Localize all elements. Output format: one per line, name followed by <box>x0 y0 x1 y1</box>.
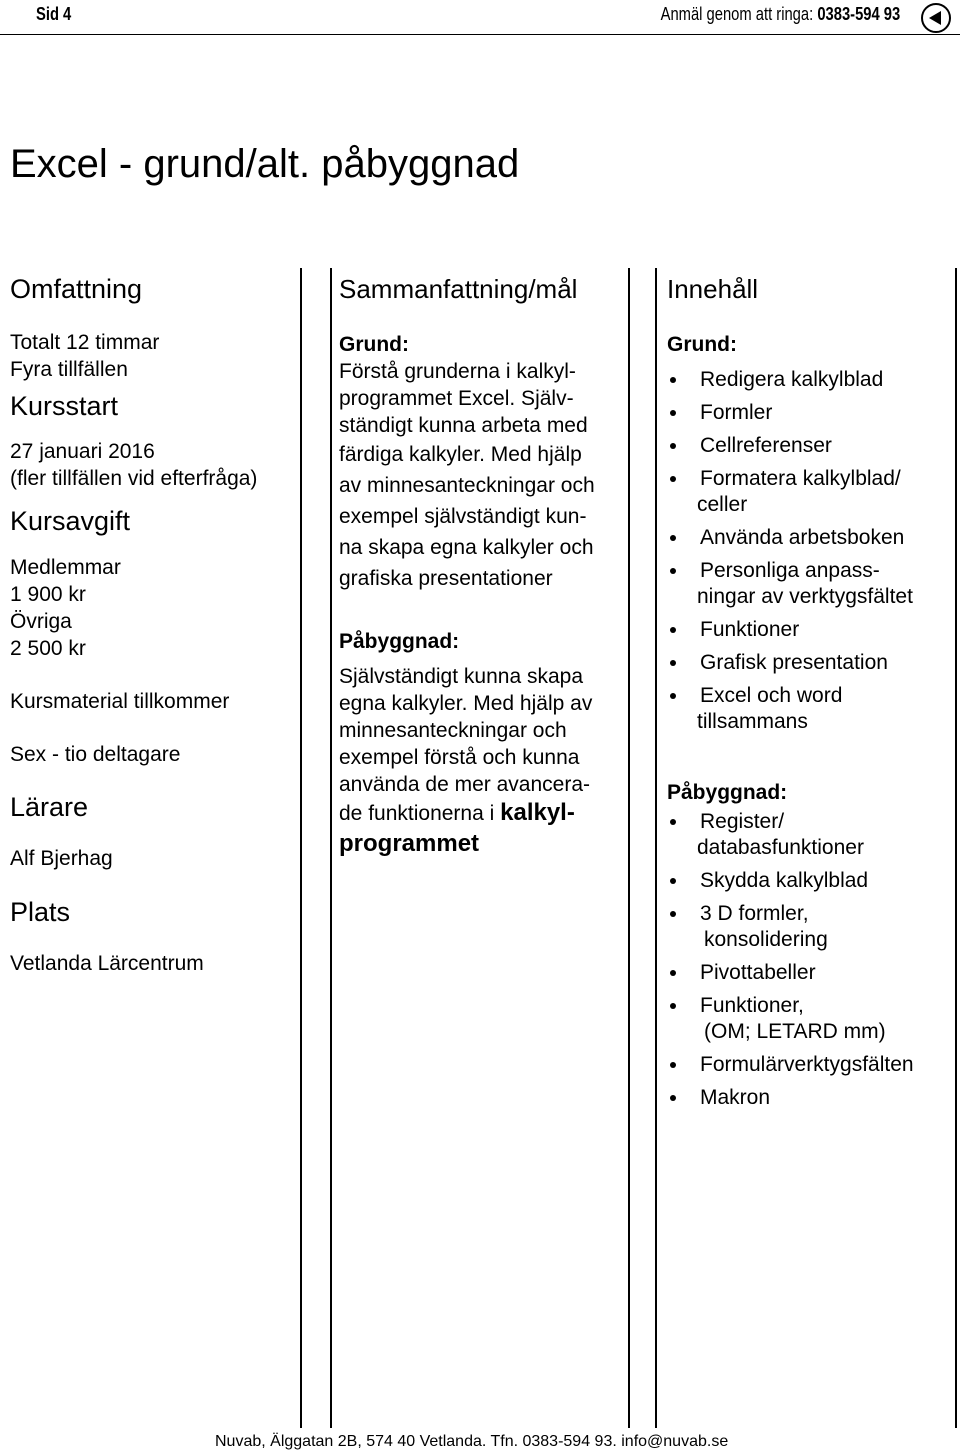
list-item <box>667 1085 957 1111</box>
grund-line: exempel självständigt kun- <box>339 505 587 528</box>
list-item-label-continued: databasfunktioner <box>697 836 864 859</box>
list-item <box>667 433 957 459</box>
list-item <box>667 466 957 518</box>
bullet-icon <box>670 1003 676 1009</box>
bullet-icon <box>670 377 676 383</box>
innehall-heading: Innehåll <box>667 274 759 304</box>
grund-list <box>667 367 957 735</box>
location-text: Vetlanda Lärcentrum <box>10 952 204 975</box>
teacher-name: Alf Bjerhag <box>10 847 113 870</box>
pabyggnad-list <box>667 809 957 1111</box>
list-item-label-continued: tillsammans <box>697 710 808 733</box>
grund-label: Grund: <box>339 333 409 356</box>
phone-info <box>660 4 900 25</box>
bullet-icon <box>670 819 676 825</box>
grund-line: av minnesanteckningar och <box>339 474 595 497</box>
list-item <box>667 1052 957 1078</box>
list-item-label: Funktioner <box>700 618 800 641</box>
list-item-label-continued: celler <box>697 493 748 516</box>
grund-line: programmet Excel. Själv- <box>339 387 574 410</box>
column-divider <box>330 268 332 1428</box>
list-item <box>667 993 957 1045</box>
others-price: 2 500 kr <box>10 637 86 660</box>
list-item <box>667 400 957 426</box>
pabyggnad-label: Påbyggnad: <box>667 781 788 804</box>
column-divider <box>300 268 302 1428</box>
header-divider <box>0 34 960 35</box>
list-item-label: Grafisk presentation <box>700 651 888 674</box>
bullet-icon <box>670 535 676 541</box>
list-item <box>667 809 957 861</box>
list-item-label: Redigera kalkylblad <box>700 368 884 391</box>
list-item-label: 3 D formler, <box>700 902 809 925</box>
members-label: Medlemmar <box>10 556 121 579</box>
list-item-label-continued: ningar av verktygsfältet <box>697 585 913 608</box>
grund-line: färdiga kalkyler. Med hjälp <box>339 443 582 466</box>
page-header <box>0 0 960 34</box>
column-divider <box>655 268 657 1428</box>
bullet-icon <box>670 660 676 666</box>
material-text: Kursmaterial tillkommer <box>10 690 230 713</box>
bullet-icon <box>670 627 676 633</box>
bullet-icon <box>670 476 676 482</box>
list-item <box>667 650 957 676</box>
bullet-icon <box>670 568 676 574</box>
list-item <box>667 367 957 393</box>
list-item-label: Makron <box>700 1086 771 1109</box>
list-item-label: Personliga anpass- <box>700 559 880 582</box>
others-label: Övriga <box>10 610 72 633</box>
start-date: 27 januari 2016 <box>10 440 155 463</box>
list-item-label: Formler <box>700 401 773 424</box>
pabyggnad-line: exempel förstå och kunna <box>339 746 580 769</box>
bullet-icon <box>670 443 676 449</box>
phone-text: Anmäl genom att ringa: <box>660 4 813 24</box>
omfattning-column <box>10 268 290 977</box>
larare-heading: Lärare <box>10 792 89 822</box>
sammanfattning-column <box>339 268 639 859</box>
page-number: Sid 4 <box>36 4 72 24</box>
list-item-label: Skydda kalkylblad <box>700 869 869 892</box>
grund-line: Förstå grunderna i kalkyl- <box>339 360 576 383</box>
grund-line: ständigt kunna arbeta med <box>339 414 588 437</box>
grund-line: grafiska presentationer <box>339 567 553 590</box>
last-line-bold: kalkyl- <box>500 799 575 826</box>
bullet-icon <box>670 911 676 917</box>
list-item <box>667 901 957 953</box>
pabyggnad-line: Självständigt kunna skapa <box>339 665 583 688</box>
bullet-icon <box>670 970 676 976</box>
pabyggnad-line: minnesanteckningar och <box>339 719 567 742</box>
list-item-label: Pivottabeller <box>700 961 816 984</box>
kursavgift-heading: Kursavgift <box>10 506 131 536</box>
list-item-label: Register/ <box>700 810 785 833</box>
pabyggnad-last-line <box>339 798 639 829</box>
bullet-icon <box>670 1095 676 1101</box>
pabyggnad-line: använda de mer avancera- <box>339 773 590 796</box>
grund-line: na skapa egna kalkyler och <box>339 536 594 559</box>
list-item <box>667 683 957 735</box>
bullet-icon <box>670 878 676 884</box>
page-title: Excel - grund/alt. påbyggnad <box>10 142 520 186</box>
list-item-label-continued: (OM; LETARD mm) <box>704 1020 886 1043</box>
list-item-label: Excel och word <box>700 684 843 707</box>
footer-address: Nuvab, Älggatan 2B, 574 40 Vetlanda. Tfn. 0383-594 93. info@nuvab.se <box>215 1433 729 1450</box>
list-item <box>667 960 957 986</box>
list-item-label: Formulärverktygsfälten <box>700 1053 914 1076</box>
list-item-label: Funktioner, <box>700 994 804 1017</box>
pabyggnad-label: Påbyggnad: <box>339 630 460 653</box>
plats-heading: Plats <box>10 897 71 927</box>
sessions-text: Fyra tillfällen <box>10 358 128 381</box>
omfattning-heading: Omfattning <box>10 274 143 304</box>
list-item-label: Formatera kalkylblad/ <box>700 467 901 490</box>
kursstart-heading: Kursstart <box>10 391 119 421</box>
members-price: 1 900 kr <box>10 583 86 606</box>
innehall-column <box>667 268 957 1118</box>
list-item <box>667 525 957 551</box>
last-line-bold: programmet <box>339 830 480 857</box>
list-item-label: Använda arbetsboken <box>700 526 905 549</box>
bullet-icon <box>670 410 676 416</box>
bullet-icon <box>670 1062 676 1068</box>
pabyggnad-line: egna kalkyler. Med hjälp av <box>339 692 593 715</box>
list-item-label-continued: konsolidering <box>704 928 828 951</box>
back-arrow-icon[interactable] <box>921 3 951 33</box>
list-item <box>667 617 957 643</box>
sammanfattning-heading: Sammanfattning/mål <box>339 274 578 304</box>
bullet-icon <box>670 693 676 699</box>
list-item <box>667 558 957 610</box>
list-item-label: Cellreferenser <box>700 434 832 457</box>
hours-text: Totalt 12 timmar <box>10 331 160 354</box>
grund-label: Grund: <box>667 333 737 356</box>
participants-text: Sex - tio deltagare <box>10 743 181 766</box>
start-note: (fler tillfällen vid efterfråga) <box>10 467 258 490</box>
list-item <box>667 868 957 894</box>
phone-number: 0383-594 93 <box>817 4 900 24</box>
last-line-prefix: de funktionerna i <box>339 802 495 825</box>
